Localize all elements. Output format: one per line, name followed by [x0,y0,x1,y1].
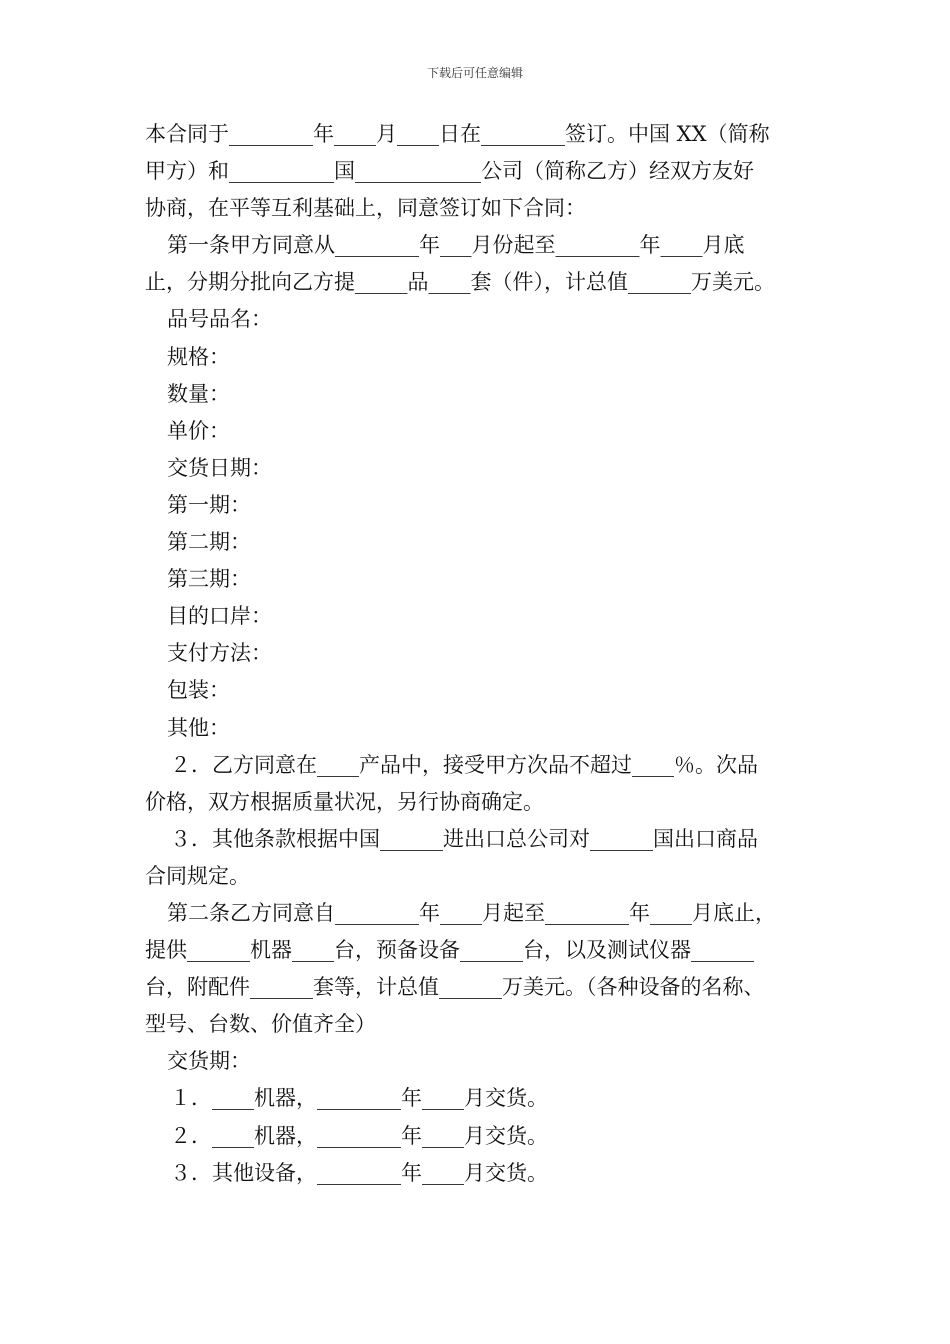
article-two-line: 第二条乙方同意自________年____月起至________年____月底止， [167,900,776,925]
page-header: 下载后可任意编辑 [426,66,523,80]
field-product-name: 品号品名： [167,307,272,332]
field-quantity: 数量： [167,381,230,406]
field-payment-method: 支付方法： [167,641,272,666]
body-line: 甲方）和__________国____________公司（简称乙方）经双方友好 [145,159,754,184]
field-other: 其他： [167,715,230,740]
delivery-item-one: １．____机器，________年____月交货。 [170,1086,548,1111]
body-line: 止，分期分批向乙方提_____品____套（件），计总值______万美元。 [145,270,775,295]
clause-two-line: ２．乙方同意在____产品中，接受甲方次品不超过____％。次品 [170,752,758,777]
field-destination-port: 目的口岸： [167,604,272,629]
body-line: 价格，双方根据质量状况，另行协商确定。 [145,789,544,814]
field-phase-one: 第一期： [167,492,251,517]
field-unit-price: 单价： [167,418,230,443]
body-line: 提供______机器____台，预备设备______台，以及测试仪器______ [145,938,754,963]
field-spec: 规格： [167,344,230,369]
contract-body [145,116,825,1192]
body-line: 合同规定。 [145,863,250,888]
body-line: 本合同于________年____月____日在________签订。中国 XX（简称 [145,122,770,146]
article-one-line: 第一条甲方同意从________年___月份起至________年____月底 [167,233,745,258]
delivery-item-three: ３．其他设备，________年____月交货。 [170,1160,548,1185]
body-line: 台，附配件______套等，计总值______万美元。（各种设备的名称、 [145,975,765,1000]
clause-three-line: ３．其他条款根据中国______进出口总公司对______国出口商品 [170,826,758,851]
field-delivery-period: 交货期： [167,1049,251,1074]
body-line: 协商，在平等互利基础上，同意签订如下合同： [145,196,586,221]
body-line: 型号、台数、价值齐全） [145,1012,376,1037]
delivery-item-two: ２．____机器，________年____月交货。 [170,1123,548,1148]
field-phase-three: 第三期： [167,567,251,592]
field-phase-two: 第二期： [167,530,251,555]
field-delivery-date: 交货日期： [167,455,272,480]
field-packaging: 包装： [167,678,230,703]
